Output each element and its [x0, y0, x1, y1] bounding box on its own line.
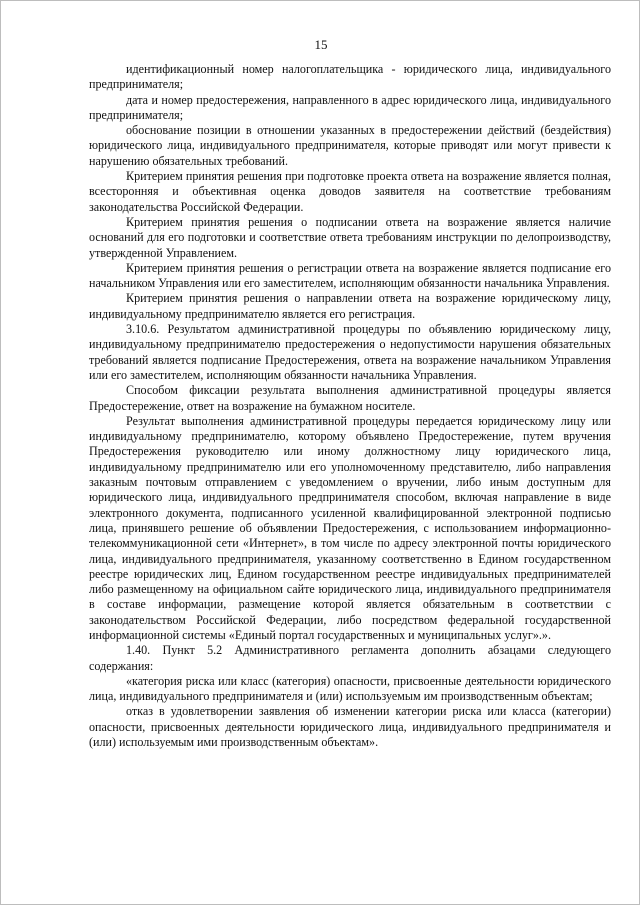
paragraph: Критерием принятия решения о регистрации ответа на возражение является подписание его начальником Управления или его заместителем, исполняющим обязанности начальника Управления.	[89, 260, 611, 291]
paragraph: 3.10.6. Результатом административной процедуры по объявлению юридическому лицу, индивидуальному предпринимателю предостережения о недопустимости нарушения обязательных требований является подписание Предостережения, ответа на возражение начальником Управления или его заместителем, исполняющим обязанности начальника Управления.	[89, 322, 611, 382]
paragraph: обоснование позиции в отношении указанных в предостережении действий (бездействия) юридического лица, индивидуального предпринимателя, которые приводят или могут привести к нарушению обязательных требований.	[89, 123, 611, 168]
paragraph: отказ в удовлетворении заявления об изменении категории риска или класса (категории) опасности, присвоенных деятельности юридического лица, индивидуального предпринимателя и (или) используемым ими производственным объектам».	[89, 704, 611, 750]
paragraph: Результат выполнения административной процедуры передается юридическому лицу или индивидуальному предпринимателю, которому объявлено Предостережение, путем вручения Предостережения руководителю или иному должностному лицу юридического лица, индивидуальному предпринимателю или его уполномоченному представителю, либо направления заказным почтовым отправлением с уведомлением о вручении, либо иным доступным для юридического лица, индивидуального предпринимателя способом, включая направление в виде электронного документа, подписанного усиленной квалифицированной электронной подписью лица, принявшего решение об объявлении Предостережения, с использованием информационно-телекоммуникационной сети «Интернет», в том числе по адресу электронной почты юридического лица, индивидуального предпринимателя, указанному соответственно в Едином государственном реестре юридических лиц, Едином государственном реестре индивидуальных предпринимателей либо размещенному на официальном сайте юридического лица, индивидуального предпринимателя в составе информации, размещение которой является обязательным в соответствии с законодательством Российской Федерации, либо посредством федеральной государственной информационной системы «Единый портал государственных и муниципальных услуг».».	[89, 413, 611, 642]
paragraph: Критерием принятия решения при подготовке проекта ответа на возражение является полная, всесторонняя и объективная оценка доводов заявителя на соответствие требованиям законодательства Российской Федерации.	[89, 169, 611, 214]
paragraph: 1.40. Пункт 5.2 Административного регламента дополнить абзацами следующего содержания:	[89, 643, 611, 673]
paragraph: идентификационный номер налогоплательщика - юридического лица, индивидуального предпринимателя;	[89, 62, 611, 92]
paragraph: Способом фиксации результата выполнения административной процедуры является Предостережение, ответ на возражение на бумажном носителе.	[89, 383, 611, 413]
paragraph: Критерием принятия решения о подписании ответа на возражение является наличие оснований для его подготовки и соответствие ответа требованиям инструкции по делопроизводству, утвержденной Управлением.	[89, 214, 611, 260]
paragraph: дата и номер предостережения, направленного в адрес юридического лица, индивидуального предпринимателя;	[89, 92, 611, 122]
paragraph: «категория риска или класс (категория) опасности, присвоенные деятельности юридического лица, индивидуального предпринимателя и (или) используемым им производственным объектам;	[89, 673, 611, 704]
page-number: 15	[314, 37, 328, 52]
document-body	[89, 62, 611, 750]
paragraph: Критерием принятия решения о направлении ответа на возражение юридическому лицу, индивидуальному предпринимателю является его регистрация.	[89, 291, 611, 321]
